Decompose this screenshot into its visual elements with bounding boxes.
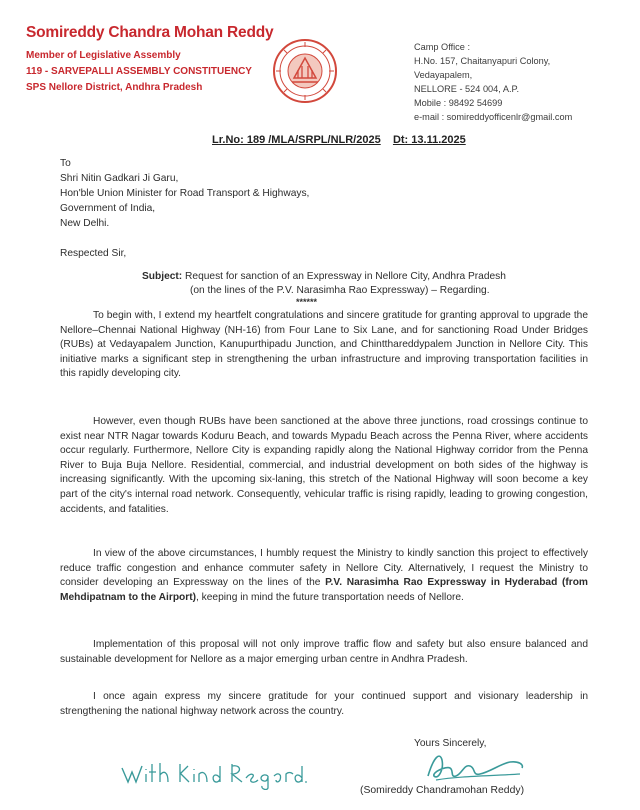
subject-line-2: (on the lines of the P.V. Narasimha Rao Expressway) – Regarding. [190,285,490,296]
reference-line [212,134,466,146]
subject-text: Request for sanction of an Expressway in Nellore City, Andhra Pradesh [185,271,506,282]
recipient-org: Government of India, [60,203,156,214]
address-line-2: Vedayapalem, [414,70,473,80]
handwritten-greeting-image [118,758,308,790]
address-line-3: NELLORE - 524 004, A.P. [414,84,520,94]
paragraph-3-bold: P.V. Narasimha Rao Expressway in Hyderabad (from Mehdipatnam to the Airport) [60,577,588,603]
letter-date: Dt: 13.11.2025 [392,134,466,146]
signatory-name: (Somireddy Chandramohan Reddy) [360,785,525,796]
recipient-name: Shri Nitin Gadkari Ji Garu, [60,173,179,184]
paragraph-2: However, even though RUBs have been sanctioned at the above three junctions, road crossings continue to exist near NTR Nagar towards Koduru Beach, and towards Mypadu Beach across the Penna River, where accidents occur regularly. Furthermore, Nellore City is expanding rapidly along the National Highway corridor from the Penna River to Buja Buja Nellore. Residential, commercial, and industrial development on both sides of the highway is increasing significantly. With the upcoming six-laning, this stretch of the National Highway will soon become a key part of the city's internal road network. Consequently, vehicular traffic is rising rapidly, leading to growing congestion, accidents, and fatalities. [60,416,588,515]
paragraph-3-part-a: In view of the above circumstances, I humbly request the Ministry to kindly sanction this project to effectively reduce traffic congestion and enhance commuter safety in Nellore City. Alternatively, I request the Ministry to consider developing an Expressway on the lines of the [60,548,588,589]
subject-stars: ****** [296,297,318,307]
paragraph-1: To begin with, I extend my heartfelt congratulations and sincere gratitude for granting approval to upgrade the Nellore–Chennai National Highway (NH-16) from Four Lane to Six Lane, and for sanctioning Road Under Bridges (RUBs) at Vedayapalem Junction, Kanupurthipadu Junction, and Chintthareddypalem Junction in Nellore City. This initiative marks a significant step in strengthening the urban infrastructure and improving transportation facilities in this rapidly developing city. [60,310,588,380]
sender-constituency: 119 - SARVEPALLI ASSEMBLY CONSTITUENCY [26,66,252,77]
email-address: e-mail : somireddyofficenlr@gmail.com [414,112,573,122]
signature-image [420,746,530,788]
mobile-number: Mobile : 98492 54699 [414,98,503,108]
paragraph-4: Implementation of this proposal will not only improve traffic flow and safety but also ensure balanced and sustainable development for Nellore as a major emerging urban centre in Andhra Pradesh. [60,639,588,665]
to-label: To [60,158,71,169]
sender-name: Somireddy Chandra Mohan Reddy [26,24,274,41]
subject-label: Subject: [142,271,183,282]
paragraph-3-part-b: , keeping in mind the future transportation needs of Nellore. [196,591,464,603]
paragraph-3 [60,547,588,605]
subject-block [142,270,622,298]
party-emblem-icon [272,38,338,104]
paragraph-5: I once again express my sincere gratitude for your continued support and visionary leadership in strengthening the national highway network across the country. [60,691,588,717]
letterhead-left [26,24,274,93]
salutation: Respected Sir, [60,248,127,259]
address-line-1: H.No. 157, Chaitanyapuri Colony, [414,56,551,66]
camp-office-address [414,40,636,124]
letter-number: Lr.No: 189 /MLA/SRPL/NLR/2025 [212,134,381,146]
recipient-title: Hon'ble Union Minister for Road Transport & Highways, [60,188,310,199]
recipient-city: New Delhi. [60,218,110,229]
sender-district: SPS Nellore District, Andhra Pradesh [26,82,203,93]
camp-office-title: Camp Office : [414,42,470,52]
sender-designation: Member of Legislative Assembly [26,50,181,61]
yours-sincerely: Yours Sincerely, [414,738,487,749]
